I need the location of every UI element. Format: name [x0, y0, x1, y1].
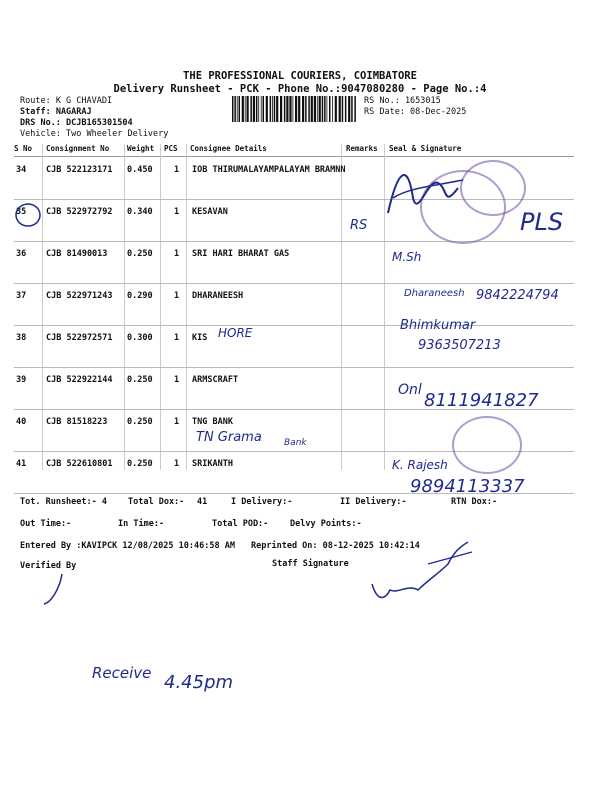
total-pod: Total POD:- [212, 519, 269, 529]
row-consignment-no: CJB 522972571 [46, 333, 113, 343]
row39-phone-handwriting: 8111941827 [424, 390, 539, 411]
seal-stamp-2 [460, 160, 526, 216]
col-remarks: Remarks [346, 144, 378, 153]
row-consignee: KIS [192, 333, 208, 343]
total-dox-value: 41 [197, 497, 208, 507]
row-sno: 38 [16, 333, 27, 343]
row40-note-handwriting: TN Grama [196, 430, 262, 445]
total-dox-label: Total Dox:- [128, 497, 185, 507]
row41-signature: K. Rajesh [392, 458, 448, 472]
rs-info [364, 96, 466, 118]
staff-signature: Staff Signature [272, 559, 349, 569]
row-pcs: 1 [174, 165, 180, 175]
row37-name-handwriting: Dharaneesh [404, 288, 465, 299]
in-time: In Time:- [118, 519, 165, 529]
col-sno: S No [14, 144, 33, 153]
rs-number: RS No.: 1653015 [364, 96, 441, 106]
receive-time-handwriting: 4.45pm [164, 672, 234, 693]
row-weight: 0.250 [127, 417, 153, 427]
verified-by: Verified By [20, 561, 77, 571]
entered-by: Entered By :KAVIPCK 12/08/2025 10:46:58 AM [20, 541, 235, 551]
row-sno: 40 [16, 417, 27, 427]
rtn-dox: RTN Dox:- [451, 497, 498, 507]
row40-note2-handwriting: Bank [284, 438, 307, 448]
receive-handwriting: Receive [92, 664, 152, 682]
staff: Staff: NAGARAJ [20, 107, 92, 117]
row-pcs: 1 [174, 459, 180, 469]
row-pcs: 1 [174, 291, 180, 301]
row-consignment-no: CJB 522972792 [46, 207, 113, 217]
row-consignment-no: CJB 522971243 [46, 291, 113, 301]
vehicle: Vehicle: Two Wheeler Delivery [20, 129, 169, 139]
row-consignment-no: CJB 81490013 [46, 249, 108, 259]
col-pcs: PCS [164, 144, 178, 153]
tot-runsheet: Tot. Runsheet:- 4 [20, 497, 107, 507]
row-sno: 35 [16, 207, 27, 217]
barcode [232, 96, 358, 122]
row-consignee: TNG BANK [192, 417, 233, 427]
route-info [20, 96, 168, 140]
row-pcs: 1 [174, 207, 180, 217]
row-pcs: 1 [174, 249, 180, 259]
row38-signature: Bhimkumar [400, 318, 476, 333]
col-consignment: Consignment No [46, 144, 110, 153]
row-consignee: KESAVAN [192, 207, 228, 217]
row-consignee: SRIKANTH [192, 459, 233, 469]
row-consignment-no: CJB 81518223 [46, 417, 108, 427]
row-sno: 37 [16, 291, 27, 301]
rs-date: RS Date: 08-Dec-2025 [364, 107, 467, 117]
staff-signature-scribble [368, 534, 478, 610]
pls-handwriting: PLS [520, 208, 564, 236]
row38-name-suffix: HORE [218, 326, 253, 340]
row-consignee: ARMSCRAFT [192, 375, 239, 385]
reprinted-on: Reprinted On: 08-12-2025 10:42:14 [251, 541, 420, 551]
out-time: Out Time:- [20, 519, 72, 529]
circled-35 [14, 200, 44, 230]
route: Route: K G CHAVADI [20, 96, 113, 106]
row-sno: 36 [16, 249, 27, 259]
row-weight: 0.450 [127, 165, 153, 175]
row36-signature: M.Sh [392, 250, 422, 264]
row-consignee: SRI HARI BHARAT GAS [192, 249, 290, 259]
i-delivery: I Delivery:- [231, 497, 293, 507]
col-consignee: Consignee Details [190, 144, 267, 153]
company-name: THE PROFESSIONAL COURIERS, COIMBATORE [183, 70, 417, 82]
row-weight: 0.250 [127, 249, 153, 259]
row-sno: 41 [16, 459, 27, 469]
ii-delivery: II Delivery:- [340, 497, 407, 507]
table-row [14, 241, 574, 284]
drs-number: DRS No.: DCJB165301504 [20, 118, 133, 128]
delvy-points: Delvy Points:- [290, 519, 362, 529]
col-seal-signature: Seal & Signature [389, 144, 462, 153]
signature-scribble-34 [378, 158, 468, 228]
rs-handwriting: RS [350, 218, 368, 233]
row39-signature-mark: Onl [398, 382, 422, 398]
row-weight: 0.250 [127, 459, 153, 469]
row-consignee: DHARANEESH [192, 291, 244, 301]
row-pcs: 1 [174, 333, 180, 343]
row-weight: 0.290 [127, 291, 153, 301]
row-consignee: IOB THIRUMALAYAMPALAYAM BRAMNN [192, 165, 346, 175]
row-consignment-no: CJB 522123171 [46, 165, 113, 175]
col-weight: Weight [127, 144, 155, 153]
row-consignment-no: CJB 522922144 [46, 375, 113, 385]
row37-phone-handwriting: 9842224794 [476, 288, 559, 303]
row-sno: 34 [16, 165, 27, 175]
runsheet-title: Delivery Runsheet - PCK - Phone No.:9047080280 - Page No.:4 [113, 83, 487, 95]
row-pcs: 1 [174, 375, 180, 385]
row-weight: 0.340 [127, 207, 153, 217]
row-weight: 0.300 [127, 333, 153, 343]
row-pcs: 1 [174, 417, 180, 427]
verified-mark [40, 572, 70, 608]
row-sno: 39 [16, 375, 27, 385]
row-weight: 0.250 [127, 375, 153, 385]
row-consignment-no: CJB 522610801 [46, 459, 113, 469]
row41-phone-handwriting: 9894113337 [410, 476, 525, 497]
seal-stamp-3 [452, 416, 522, 474]
row38-phone-handwriting: 9363507213 [418, 338, 501, 353]
